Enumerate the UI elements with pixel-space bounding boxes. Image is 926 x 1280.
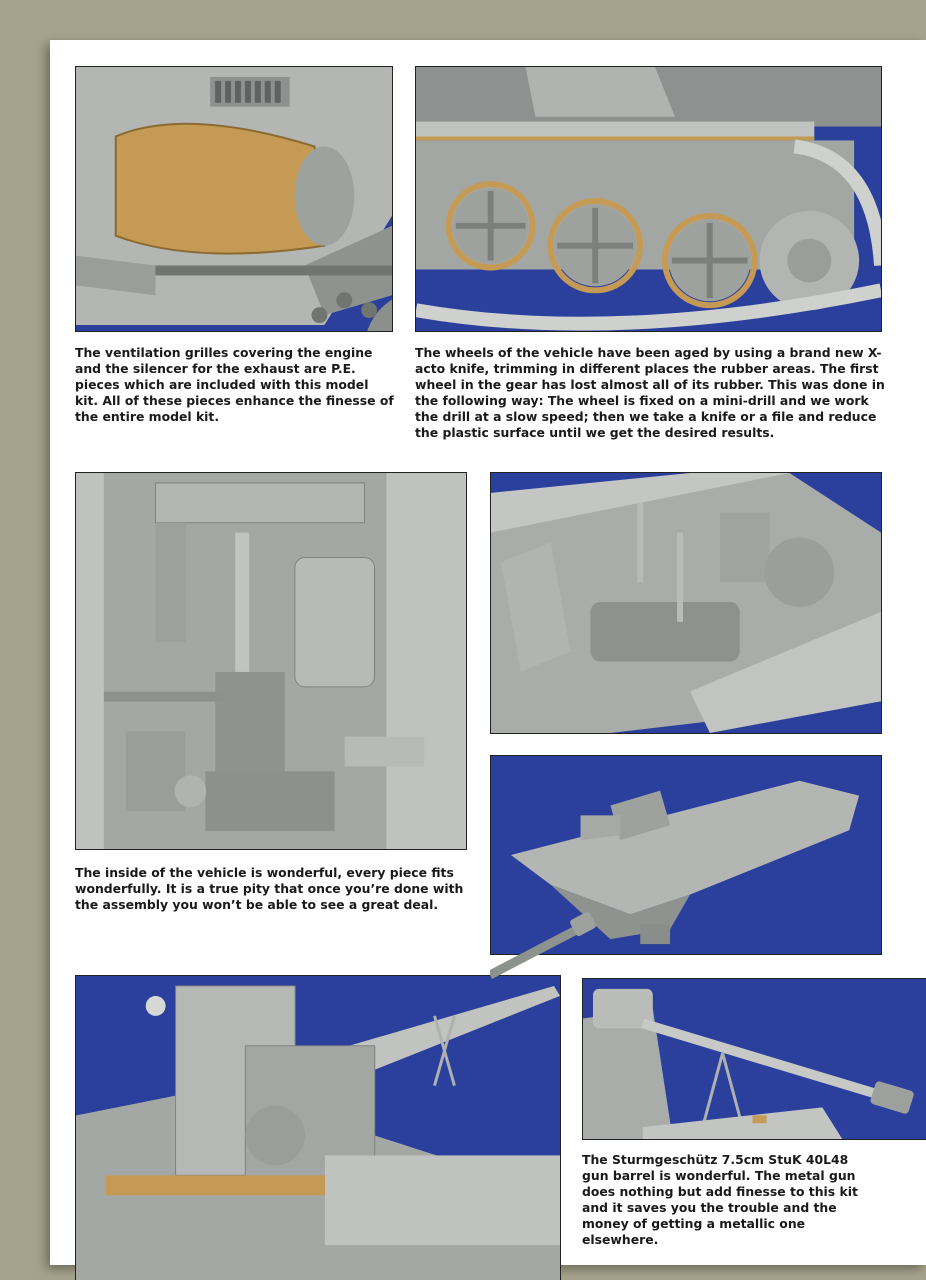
caption-wheels: The wheels of the vehicle have been aged by using a brand new X-acto knife, trimming in different places the rubber areas. The first wheel in the gear has lost almost all of its rubber. This was done in the following way: The wheel is fixed on a mini-drill and we work the drill at a slow speed; then we take a knife or a file and reduce the plastic surface until we get the desired results. [415, 345, 885, 440]
photo-interior-angled [490, 472, 882, 734]
wheels-image [416, 67, 881, 331]
photo-gun-mount [75, 975, 561, 1280]
gun-mount-image [76, 976, 560, 1280]
gun-barrel-tip [490, 905, 600, 980]
photo-wheels [415, 66, 882, 332]
photo-interior [75, 472, 467, 850]
caption-engine-grilles: The ventilation grilles covering the engine and the silencer for the exhaust are P.E. pieces which are included with this model kit. All of these pieces enhance the finesse of the entire model kit. [75, 345, 394, 424]
caption-interior: The inside of the vehicle is wonderful, every piece fits wonderfully. It is a true pity that once you’re done with the assembly you won’t be able to see a great deal. [75, 865, 464, 912]
interior-image [76, 473, 466, 849]
interior-angled-image [491, 473, 881, 733]
engine-grilles-image [76, 67, 392, 331]
caption-gun-barrel: The Sturmgeschütz 7.5cm StuK 40L48 gun barrel is wonderful. The metal gun does nothing but add finesse to this kit and it saves you the trouble and the money of getting a metallic one elsewhere. [582, 1152, 858, 1247]
photo-gun-barrel [582, 978, 926, 1140]
photo-engine-grilles [75, 66, 393, 332]
gun-barrel-image [583, 979, 926, 1139]
